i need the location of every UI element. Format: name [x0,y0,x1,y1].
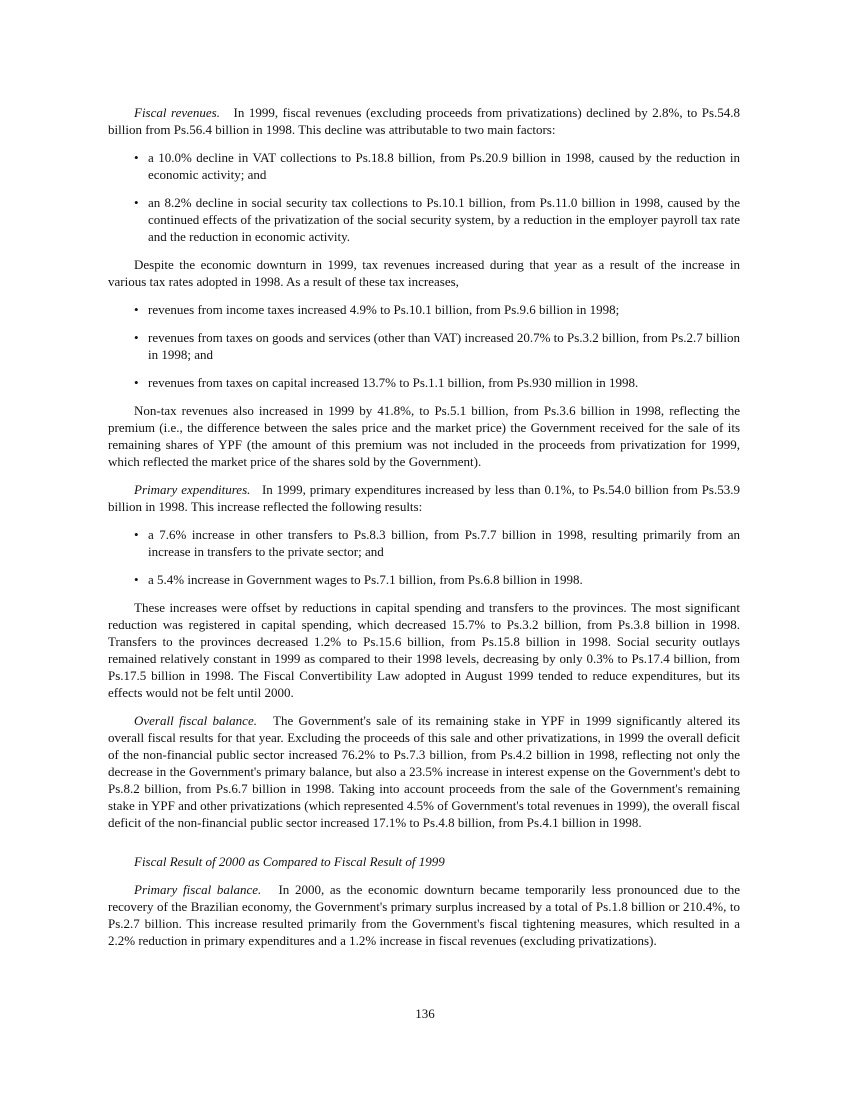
paragraph-tax-increases: Despite the economic downturn in 1999, tax revenues increased during that year as a result of the increase in various tax rates adopted in 1998. As a result of these tax increases, [108,257,740,289]
paragraph-fiscal-revenues [108,104,740,138]
list-item [108,329,740,363]
bullet-icon: • [134,330,139,345]
list-item-text: an 8.2% decline in social security tax collections to Ps.10.1 billion, from Ps.11.0 billion in 1998, caused by the continued effects of the privatization of the social security system, by a reduction in the employer payroll tax rate and the reduction in economic activity. [148,195,740,244]
page-number: 136 [415,1006,435,1021]
lead-in-primary-expenditures: Primary expenditures. [134,482,251,497]
list-item [108,526,740,560]
paragraph-primary-expenditures [108,481,740,515]
list-item [108,149,740,183]
bullet-icon: • [134,302,139,317]
bullet-list-revenue-factors [108,149,740,245]
lead-in-overall-balance: Overall fiscal balance. [134,713,257,728]
bullet-icon: • [134,572,139,587]
paragraph-text: In 2000, as the economic downturn became temporarily less pronounced due to the recovery of the Brazilian economy, the Government's primary surplus increased by a total of Ps.1.8 billion or 210.4%, to Ps.2.7 billion. This increase resulted primarily from the Government's fiscal tightening measures, which resulted in a 2.2% reduction in primary expenditures and a 1.2% increase in fiscal revenues (excluding privatizations). [108,882,741,948]
list-item [108,571,740,588]
bullet-icon: • [134,150,139,165]
lead-in-primary-balance: Primary fiscal balance. [134,882,262,897]
paragraph-offsetting-reductions: These increases were offset by reductions in capital spending and transfers to the provinces. The most significant reduction was registered in capital spending, which decreased 15.7% to Ps.3.2 billion, from Ps.3.8 billion in 1998. Transfers to the provinces decreased 1.2% to Ps.15.6 billion, from Ps.15.8 billion in 1998. Social security outlays remained relatively constant in 1999 as compared to their 1998 levels, decreasing by only 0.3% to Ps.17.4 billion, from Ps.17.5 billion in 1998. The Fiscal Convertibility Law adopted in August 1999 tended to reduce expenditures, but its effects would not be felt until 2000. [108,600,740,700]
list-item [108,301,740,318]
paragraph-text: In 1999, primary expenditures increased by less than 0.1%, to Ps.54.0 billion from Ps.53.9 billion in 1998. This increase reflected the following results: [108,482,740,514]
list-item-text: revenues from taxes on capital increased 13.7% to Ps.1.1 billion, from Ps.930 million in 1998. [148,375,639,390]
paragraph-non-tax-revenues: Non-tax revenues also increased in 1999 by 41.8%, to Ps.5.1 billion, from Ps.3.6 billion in 1998, reflecting the premium (i.e., the difference between the sales price and the market price) the Government received for the sale of its remaining shares of YPF (the amount of this premium was not included in the proceeds from privatization for 1999, which reflected the market price of the shares sold by the Government). [108,403,740,469]
paragraph-text: In 1999, fiscal revenues (excluding proceeds from privatizations) declined by 2.8%, to Ps.54.8 billion from Ps.56.4 billion in 1998. This decline was attributable to two main factors: [108,105,741,137]
list-item [108,374,740,391]
document-body [108,104,740,960]
paragraph-overall-fiscal-balance [108,712,740,831]
section-heading-2000: Fiscal Result of 2000 as Compared to Fiscal Result of 1999 [134,854,445,869]
bullet-list-expenditures [108,526,740,588]
paragraph-text: The Government's sale of its remaining stake in YPF in 1999 significantly altered its overall fiscal results for that year. Excluding the proceeds of this sale and other privatizations, in 1999 the overall deficit of the non-financial public sector increased 76.2% to Ps.7.3 billion, from Ps.4.2 billion in 1998, reflecting not only the decrease in the Government's primary balance, but also a 23.5% increase in interest expense on the Government's debt to Ps.8.2 billion, from Ps.6.7 billion in 1998. Taking into account proceeds from the sale of the Government's remaining stake in YPF and other privatizations (which represented 4.5% of Government's total revenues in 1999), the overall fiscal deficit of the non-financial public sector increased 17.1% to Ps.4.8 billion, from Ps.4.1 billion in 1998. [108,713,740,830]
bullet-list-tax-revenues [108,301,740,391]
list-item-text: a 7.6% increase in other transfers to Ps.8.3 billion, from Ps.7.7 billion in 1998, resulting primarily from an increase in transfers to the private sector; and [148,527,740,559]
bullet-icon: • [134,527,139,542]
bullet-icon: • [134,375,139,390]
bullet-icon: • [134,195,139,210]
list-item-text: a 10.0% decline in VAT collections to Ps.18.8 billion, from Ps.20.9 billion in 1998, caused by the reduction in economic activity; and [148,150,740,182]
list-item-text: revenues from income taxes increased 4.9% to Ps.10.1 billion, from Ps.9.6 billion in 1998; [148,302,620,317]
list-item [108,194,740,245]
lead-in-fiscal-revenues: Fiscal revenues. [134,105,220,120]
list-item-text: a 5.4% increase in Government wages to Ps.7.1 billion, from Ps.6.8 billion in 1998. [148,572,583,587]
list-item-text: revenues from taxes on goods and services (other than VAT) increased 20.7% to Ps.3.2 billion, from Ps.2.7 billion in 1998; and [148,330,741,362]
paragraph-primary-balance-2000 [108,881,740,949]
